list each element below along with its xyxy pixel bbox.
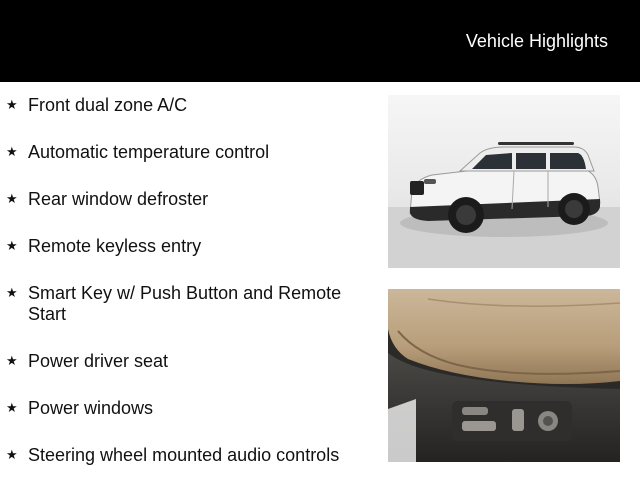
star-bullet-icon: ★ [6, 285, 18, 300]
feature-label: Smart Key w/ Push Button and Remote Start [28, 283, 342, 324]
star-bullet-icon: ★ [6, 447, 18, 462]
star-bullet-icon: ★ [6, 353, 18, 368]
feature-item [6, 236, 366, 257]
feature-label: Automatic temperature control [28, 142, 270, 162]
star-bullet-icon: ★ [6, 144, 18, 159]
star-bullet-icon: ★ [6, 400, 18, 415]
feature-label: Steering wheel mounted audio controls [28, 445, 340, 465]
feature-label: Rear window defroster [28, 189, 209, 209]
feature-item [6, 189, 366, 210]
feature-item [6, 398, 366, 419]
star-bullet-icon: ★ [6, 191, 18, 206]
feature-item [6, 142, 366, 163]
feature-item [6, 283, 366, 325]
vehicle-photo [388, 95, 620, 268]
header-bar [0, 0, 640, 82]
feature-label: Power driver seat [28, 351, 169, 371]
feature-label: Front dual zone A/C [28, 95, 188, 115]
star-bullet-icon: ★ [6, 238, 18, 253]
seat-photo [388, 289, 620, 462]
feature-label: Power windows [28, 398, 154, 418]
feature-label: Remote keyless entry [28, 236, 202, 256]
feature-item [6, 445, 366, 466]
star-bullet-icon: ★ [6, 97, 18, 112]
feature-item [6, 95, 366, 116]
feature-item [6, 351, 366, 372]
page-title: Vehicle Highlights [465, 31, 608, 51]
